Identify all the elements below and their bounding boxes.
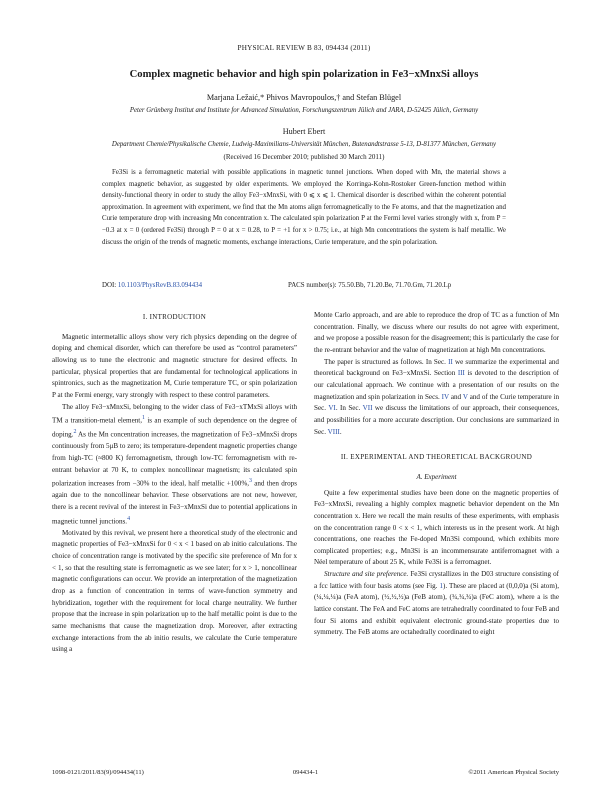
paragraph: Monte Carlo approach, and are able to reproduce the drop of TC as a function of Mn concentration. Finally, we discuss where our results do not agree with experiment, and we propose a possible reason for the disagreement; this is particularly the case for the re-entrant behavior and the value of magnetization at high Mn concentrations. bbox=[314, 311, 559, 354]
citation-link[interactable]: 4 bbox=[127, 515, 131, 522]
abstract: Fe3Si is a ferromagnetic material with possible applications in magnetic tunnel junctions. When doped with Mn, the material shows a complex magnetic behavior, as suggested by older experiments. We employed the Korringa-Kohn-Rostoker Green-function method within density-functional theory in order to study the alloy Fe3−xMnxSi, with 0 ⩽ x ⩽ 1. Chemical disorder is described within the coherent potential approximation. In agreement with experiment, we find that the Mn atoms align ferromagnetically to the Fe atoms, and that the magnetization and Curie temperature drop with increasing Mn concentration x. The calculated spin polarization P at the Fermi level varies strongly with x, from P = −0.3 at x = 0 (ordered Fe3Si) through P = 0 at x = 0.28, to P = +1 for x > 0.75; i.e., at high Mn concentrations the system is half metallic. We discuss the origin of the trends of magnetic moments, exchange interactions, Curie temperature, and the spin polarization. bbox=[102, 169, 506, 246]
figure-link[interactable]: 1 bbox=[439, 581, 444, 590]
affiliation-1: Peter Grünberg Institut and Institute for Advanced Simulation, Forschungszentrum Jülich and JARA, D-52425 Jülich, Germany bbox=[129, 107, 479, 114]
paragraph: Motivated by this revival, we present here a theoretical study of the electronic and magnetic properties of Fe3−xMnxSi for 0 < x < 1 based on ab initio calculations. The choice of concentration range is motivated by the specific site preference of Mn for x < 1, so that the resulting state is ferromagnetic as we see later; for x > 1, noncollinear magnetic configurations can occur. We provide an interpretation of the magnetization drop as a function of concentration in terms of wave-function symmetry and hybridization, together with the requirement for local charge neutrality. We further propose that the increase in spin polarization up to the half metallic point is due to the same mechanisms that cause the magnetization drop. Moreover, after extracting exchange interactions from the ab initio results, we calculate the Curie temperature using a bbox=[52, 528, 297, 654]
pacs-numbers: PACS number(s): 75.50.Bb, 71.20.Be, 71.70.Gm, 71.20.Lp bbox=[288, 282, 452, 289]
section-link[interactable]: V bbox=[462, 392, 468, 401]
doi-label: DOI: bbox=[102, 282, 117, 289]
paragraph: Quite a few experimental studies have been done on the magnetic properties of Fe3−xMnxSi, revealing a highly complex magnetic behavior dependent on the Mn concentration x. Here we recall the main results of these experiments, with emphasis on the concentration range 0 < x < 1, which interests us in the present work. At high concentrations, one reaches the Fe-doped Mn3Si compound, which exhibits more complicated properties; e.g., Mn3Si is an incommensurate antiferromagnet with a Néel temperature of about 25 K, while Fe3Si is a ferromagnet. bbox=[314, 488, 559, 567]
footer-issn: 1098-0121/2011/83(9)/094434(11) bbox=[52, 769, 144, 776]
author-list-2: Hubert Ebert bbox=[282, 127, 326, 136]
doi-link[interactable]: 10.1103/PhysRevB.83.094434 bbox=[117, 282, 203, 289]
doi bbox=[102, 282, 202, 289]
section-link[interactable]: VIII bbox=[327, 427, 340, 436]
footer-copyright: ©2011 American Physical Society bbox=[468, 769, 559, 776]
run-in-heading: Structure and site preference. bbox=[324, 570, 409, 579]
section-link[interactable]: IV bbox=[441, 392, 449, 401]
section-link[interactable]: VII bbox=[362, 404, 373, 413]
subsection-heading-experiment: A. Experiment bbox=[416, 472, 457, 481]
paper-title: Complex magnetic behavior and high spin polarization in Fe3−xMnxSi alloys bbox=[129, 69, 479, 80]
section-link[interactable]: II bbox=[448, 357, 453, 366]
paragraph: Structure and site preference. Fe3Si crystallizes in the D03 structure consisting of a fcc lattice with four basis atoms (see Fig. 1). These are placed at (0,0,0)a (Si atom), (¼,¼,¼)a (FeA atom), (½,½,½)a (FeB atom), (¾,¾,¾)a (FeC atom), where a is the lattice constant. The FeA and FeC atoms are tetrahedrally coordinated to four FeB and four Si atoms and exhibit equivalent electronic ground-state properties due to symmetry. The FeB atoms are octahedrally coordinated to eight bbox=[314, 570, 559, 637]
footer-page-number: 094434-1 bbox=[292, 769, 319, 776]
received-dates: (Received 16 December 2010; published 30 March 2011) bbox=[223, 153, 385, 161]
author-list: Marjana Ležaić,* Phivos Mavropoulos,† and Stefan Blügel bbox=[206, 93, 402, 102]
paragraph: The paper is structured as follows. In Sec. II we summarize the experimental and theoretical background on Fe3−xMnxSi. Section III is devoted to the description of our calculational approach. We continue with a presentation of our results on the magnetization and spin polarization in Secs. IV and V and of the Curie temperature in Sec. VI. In Sec. VII we discuss the limitations of our approach, their consequences, and possibilities for a more accurate description. Our conclusions are summarized in Sec. VIII. bbox=[314, 357, 560, 436]
section-heading-introduction: I. INTRODUCTION bbox=[142, 313, 207, 321]
paragraph: Magnetic intermetallic alloys show very rich physics depending on the degree of doping and chemical disorder, which can therefore be used as “control parameters” allowing us to tune the electronic and magnetic structure for desired effects. In particular, physical properties that are fundamental for technological applications in spintronics, such as the magnetization M, Curie temperature TC, or spin polarization P at the Fermi energy, vary strongly with respect to these control parameters. bbox=[52, 332, 297, 399]
left-column bbox=[52, 310, 297, 656]
section-heading-background: II. EXPERIMENTAL AND THEORETICAL BACKGROUND bbox=[340, 453, 533, 462]
citation-link[interactable]: 2 bbox=[73, 429, 77, 436]
right-column bbox=[314, 310, 559, 639]
affiliation-2: Department Chemie/Physikalische Chemie, Ludwig-Maximilians-Universität München, Butenandtstrasse 5-13, D-81377 München, Germany bbox=[111, 141, 497, 148]
section-link[interactable]: VI bbox=[328, 404, 336, 413]
paragraph: The alloy Fe3−xMnxSi, belonging to the wider class of Fe3−xTMxSi alloys with TM a transition-metal element,$^1$ is an example of such dependence on the degree of doping.$^2$ As the Mn concentration increases, the magnetization of Fe3−xMnxSi drops continuously from 5μB to zero; its temperature-dependent magnetic properties change from high-TC (≈800 K) ferromagnetism, through low-TC ferromagnetism with re-entrant behavior at 70 K, to complex noncollinear magnetism; its calculated spin polarization increases from −30% to the ideal, half metallic +100%,$^3$ and then drops again due to the noncollinear behavior. These observations are not new, however, there is a recent revival of the interest in Fe3−xMnxSi due to potential applications in magnetic tunnel junctions.$^4$ bbox=[52, 402, 297, 525]
section-link[interactable]: III bbox=[457, 369, 465, 378]
citation-link[interactable]: 3 bbox=[249, 478, 252, 485]
running-head: PHYSICAL REVIEW B 83, 094434 (2011) bbox=[237, 44, 371, 52]
citation-link[interactable]: 1 bbox=[142, 415, 145, 422]
